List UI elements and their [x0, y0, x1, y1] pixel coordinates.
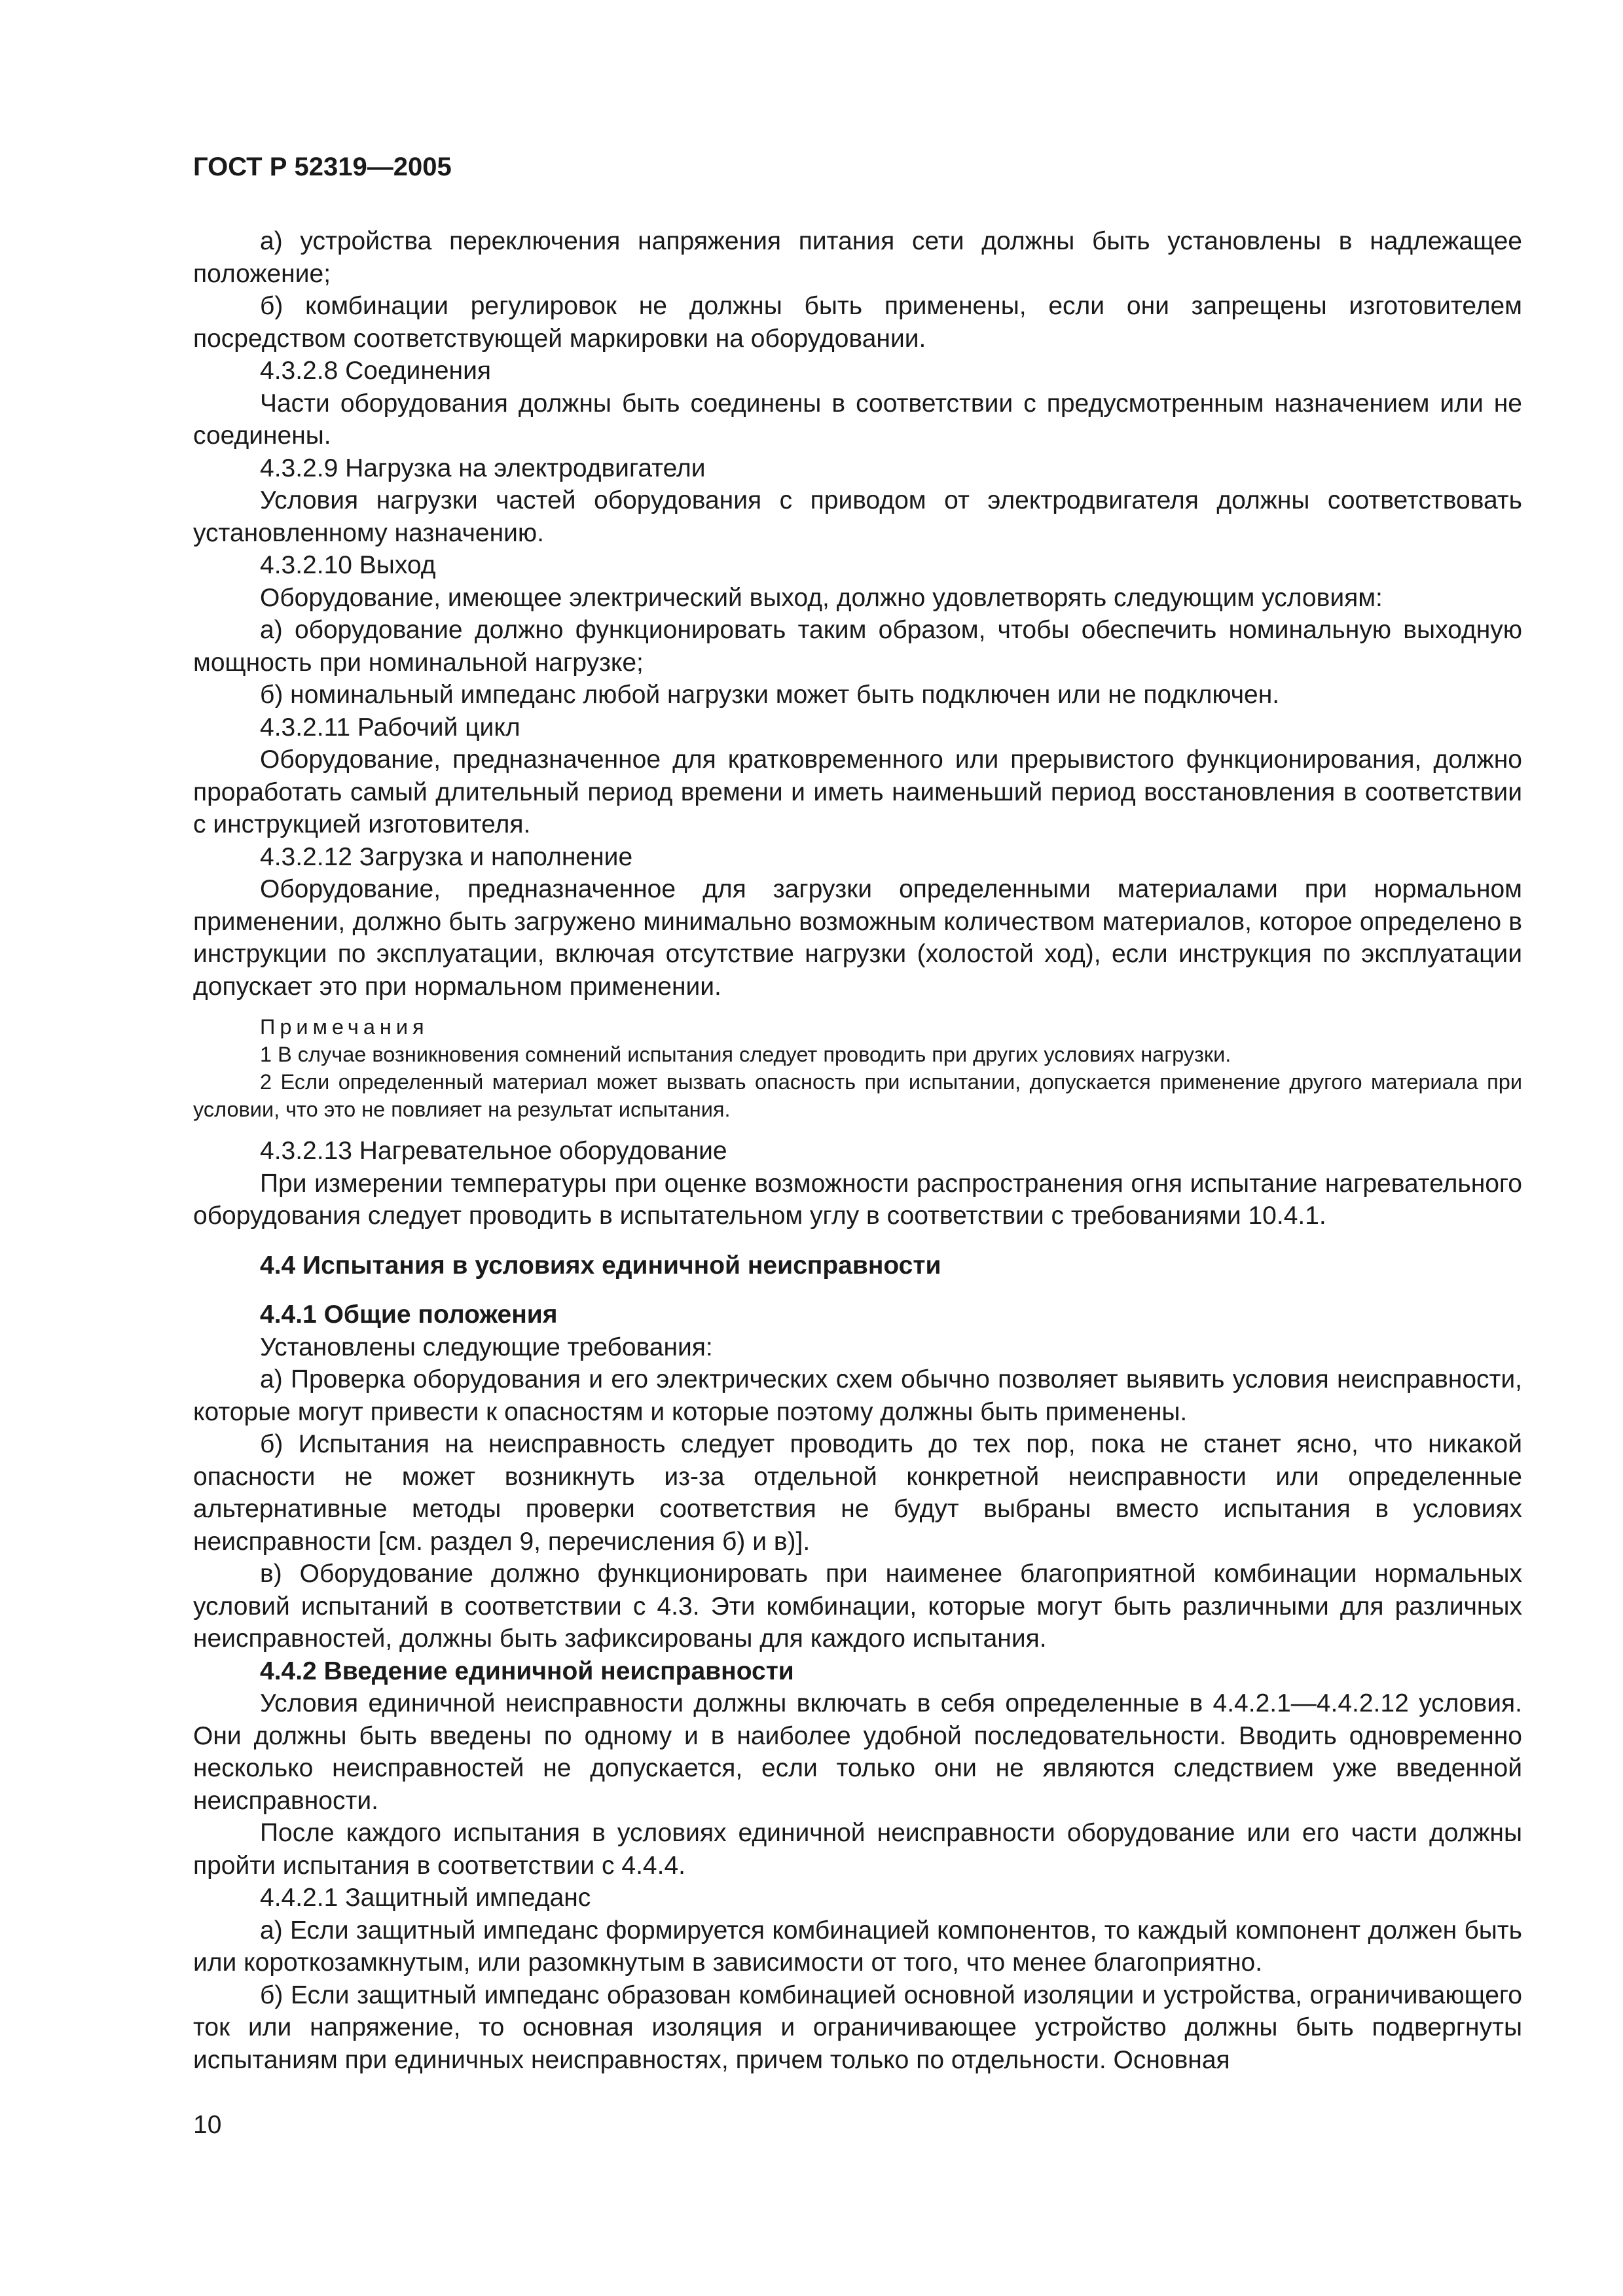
- list-item: а) Если защитный импеданс формируется комбинацией компонентов, то каждый компонент должен быть или короткозамкнутым, или разомкнутым в зависимости от того, что менее благоприятно.: [193, 1916, 1522, 1977]
- list-item: б) Если защитный импеданс образован комбинацией основной изоляции и устройства, ограничивающего ток или напряжение, то основная изоляция и ограничивающее устройство должны быть подвергнуты испытаниям при единичных неисправностях, причем только по отдельности. Основная: [193, 1981, 1522, 2074]
- list-item: в) Оборудование должно функционировать при наименее благоприятной комбинации нормальных условий испытаний в соответствии с 4.3. Эти комбинации, которые могут быть различными для различных неисправностей, должны быть зафиксированы для каждого испытания.: [193, 1560, 1522, 1653]
- paragraph: Оборудование, предназначенное для загрузки определенными материалами при нормальном применении, должно быть загружено минимально возможным количеством материалов, которое определено в инструкции по эксплуатации, включая отсутствие нагрузки (холостой ход), если инструкция по эксплуатации допускает это при нормальном применении.: [193, 875, 1522, 1001]
- clause-heading: 4.3.2.8 Соединения: [260, 357, 491, 385]
- list-item: б) комбинации регулировок не должны быть применены, если они запрещены изготовителем посредством соответствующей маркировки на оборудовании.: [193, 292, 1522, 353]
- note-item: 2 Если определенный материал может вызвать опасность при испытании, допускается применение другого материала при условии, что это не повлияет на результат испытания.: [193, 1070, 1522, 1121]
- paragraph: Оборудование, имеющее электрический выход, должно удовлетворять следующим условиям:: [260, 583, 1383, 612]
- notes-title: Примечания: [260, 1015, 429, 1039]
- section-heading: 4.4 Испытания в условиях единичной неисправности: [260, 1251, 941, 1280]
- paragraph: При измерении температуры при оценке возможности распространения огня испытание нагревательного оборудования следует проводить в испытательном углу в соответствии с требованиями 10.4.1.: [193, 1169, 1522, 1230]
- paragraph: Установлены следующие требования:: [260, 1333, 713, 1361]
- paragraph: Условия единичной неисправности должны включать в себя определенные в 4.4.2.1—4.4.2.12 условия. Они должны быть введены по одному и в наиболее удобной последовательности. Вводить одновременно несколько неисправностей не допускается, если только они не являются следствием уже введенной неисправности.: [193, 1689, 1522, 1815]
- body-text: [193, 225, 1522, 2076]
- list-item: а) Проверка оборудования и его электрических схем обычно позволяет выявить условия неисправности, которые могут привести к опасностям и которые поэтому должны быть применены.: [193, 1365, 1522, 1426]
- clause-heading: 4.3.2.12 Загрузка и наполнение: [260, 842, 633, 871]
- paragraph: Части оборудования должны быть соединены в соответствии с предусмотренным назначением или не соединены.: [193, 389, 1522, 450]
- paragraph: Оборудование, предназначенное для кратковременного или прерывистого функционирования, должно проработать самый длительный период времени и иметь наименьший период восстановления в соответствии с инструкцией изготовителя.: [193, 745, 1522, 838]
- section-heading: 4.4.2 Введение единичной неисправности: [260, 1657, 794, 1685]
- paragraph: Условия нагрузки частей оборудования с приводом от электродвигателя должны соответствовать установленному назначению.: [193, 486, 1522, 547]
- clause-heading: 4.3.2.11 Рабочий цикл: [260, 713, 520, 742]
- document-header: ГОСТ Р 52319—2005: [193, 152, 452, 181]
- page-number: 10: [193, 2111, 222, 2139]
- clause-heading: 4.4.2.1 Защитный импеданс: [260, 1884, 591, 1912]
- clause-heading: 4.3.2.13 Нагревательное оборудование: [260, 1137, 727, 1165]
- clause-heading: 4.3.2.9 Нагрузка на электродвигатели: [260, 454, 706, 482]
- note-item: 1 В случае возникновения сомнений испытания следует проводить при других условиях нагрузки.: [260, 1043, 1231, 1066]
- notes-block: [193, 1013, 1522, 1123]
- list-item: б) номинальный импеданс любой нагрузки может быть подключен или не подключен.: [260, 681, 1280, 709]
- list-item: а) оборудование должно функционировать таким образом, чтобы обеспечить номинальную выходную мощность при номинальной нагрузке;: [193, 616, 1522, 677]
- clause-heading: 4.3.2.10 Выход: [260, 551, 436, 579]
- document-page: [193, 151, 1522, 2076]
- list-item: б) Испытания на неисправность следует проводить до тех пор, пока не станет ясно, что никакой опасности не может возникнуть из-за отдельной конкретной неисправности или определенные альтернативные методы проверки соответствия не будут выбраны вместо испытания в условиях неисправности [см. раздел 9, перечисления б) и в)].: [193, 1430, 1522, 1556]
- paragraph: После каждого испытания в условиях единичной неисправности оборудование или его части должны пройти испытания в соответствии с 4.4.4.: [193, 1819, 1522, 1880]
- list-item: а) устройства переключения напряжения питания сети должны быть установлены в надлежащее положение;: [193, 227, 1522, 288]
- section-heading: 4.4.1 Общие положения: [260, 1300, 558, 1329]
